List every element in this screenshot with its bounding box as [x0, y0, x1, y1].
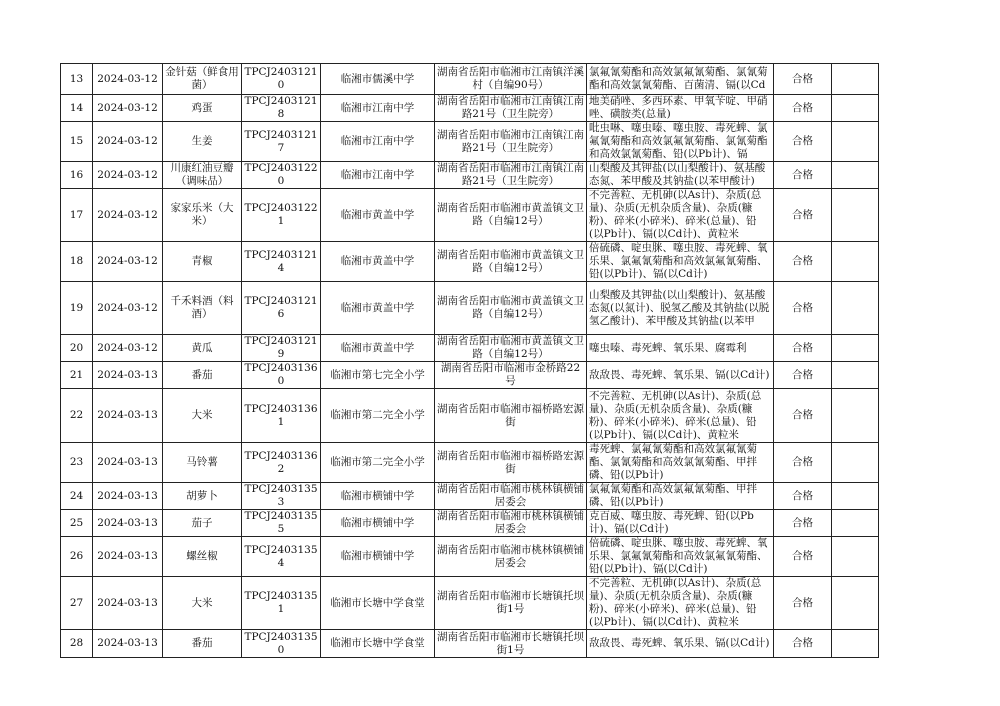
sample-name-cell: 螺丝椒	[163, 537, 242, 577]
test-result-cell: 合格	[774, 242, 832, 282]
sampled-address-cell: 湖南省岳阳市临湘市黄盖镇文卫路（自编12号）	[435, 282, 587, 335]
row-number-cell: 24	[61, 483, 93, 510]
sampled-address-cell: 湖南省岳阳市临湘市江南镇江南路21号（卫生院旁）	[435, 122, 587, 162]
test-result-cell: 合格	[774, 95, 832, 122]
sampled-unit-cell: 临湘市江南中学	[321, 122, 435, 162]
sample-name-cell: 川康红油豆瓣（调味品）	[163, 162, 242, 189]
sampled-unit-cell: 临湘市江南中学	[321, 95, 435, 122]
remark-cell	[832, 64, 879, 95]
row-number-cell: 15	[61, 122, 93, 162]
sample-code-cell: TPCJ24031219	[242, 335, 321, 362]
remark-cell	[832, 335, 879, 362]
sample-name-cell: 鸡蛋	[163, 95, 242, 122]
sample-name-cell: 大米	[163, 577, 242, 630]
table-row	[61, 537, 879, 577]
sample-code-cell: TPCJ24031361	[242, 389, 321, 443]
test-result-cell: 合格	[774, 389, 832, 443]
test-result-cell: 合格	[774, 362, 832, 389]
remark-cell	[832, 389, 879, 443]
sampled-address-cell: 湖南省岳阳市临湘市江南镇江南路21号（卫生院旁）	[435, 162, 587, 189]
sampled-unit-cell: 临湘市横铺中学	[321, 510, 435, 537]
row-number-cell: 26	[61, 537, 93, 577]
sample-name-cell: 家家乐米（大米）	[163, 189, 242, 242]
sample-code-cell: TPCJ24031221	[242, 189, 321, 242]
test-result-cell: 合格	[774, 162, 832, 189]
sample-name-cell: 生姜	[163, 122, 242, 162]
sampled-address-cell: 湖南省岳阳市临湘市黄盖镇文卫路（自编12号）	[435, 242, 587, 282]
row-number-cell: 22	[61, 389, 93, 443]
sample-code-cell: TPCJ24031350	[242, 630, 321, 658]
remark-cell	[832, 362, 879, 389]
table-row	[61, 510, 879, 537]
test-items-cell: 氯氟氰菊酯和高效氯氟氰菊酯、氯氰菊酯和高效氯氰菊酯、百菌清、镉(以Cd	[587, 64, 774, 95]
sampled-unit-cell: 临湘市长塘中学食堂	[321, 630, 435, 658]
test-result-cell: 合格	[774, 577, 832, 630]
row-number-cell: 17	[61, 189, 93, 242]
table-row	[61, 577, 879, 630]
test-result-cell: 合格	[774, 537, 832, 577]
sample-date-cell: 2024-03-12	[93, 242, 163, 282]
remark-cell	[832, 443, 879, 483]
sample-name-cell: 大米	[163, 389, 242, 443]
sample-name-cell: 番茄	[163, 362, 242, 389]
sample-date-cell: 2024-03-13	[93, 577, 163, 630]
table-row	[61, 282, 879, 335]
sampled-unit-cell: 临湘市第二完全小学	[321, 443, 435, 483]
sample-date-cell: 2024-03-13	[93, 362, 163, 389]
table-row	[61, 483, 879, 510]
test-items-cell: 氯氟氰菊酯和高效氯氟氰菊酯、甲拌磷、铅(以Pb计)	[587, 483, 774, 510]
sampled-address-cell: 湖南省岳阳市临湘市金桥路22号	[435, 362, 587, 389]
sampled-unit-cell: 临湘市黄盖中学	[321, 282, 435, 335]
row-number-cell: 19	[61, 282, 93, 335]
sample-name-cell: 千禾料酒（料酒）	[163, 282, 242, 335]
test-items-cell: 噻虫嗪、毒死蜱、氧乐果、腐霉利	[587, 335, 774, 362]
row-number-cell: 13	[61, 64, 93, 95]
sample-date-cell: 2024-03-12	[93, 189, 163, 242]
sampled-address-cell: 湖南省岳阳市临湘市黄盖镇文卫路（自编12号）	[435, 189, 587, 242]
remark-cell	[832, 577, 879, 630]
test-items-cell: 山梨酸及其钾盐(以山梨酸计)、氨基酸态氮(以氮计)、脱氢乙酸及其钠盐(以脱氢乙酸计)、苯甲酸及其钠盐(以苯甲	[587, 282, 774, 335]
test-items-cell: 倍硫磷、啶虫脒、噻虫胺、毒死蜱、氧乐果、氯氟氰菊酯和高效氯氟氰菊酯、铅(以Pb计)、镉(以Cd计)	[587, 242, 774, 282]
test-items-cell: 不完善粒、无机砷(以As计)、杂质(总量)、杂质(无机杂质含量)、杂质(糠粉)、碎米(小碎米)、碎米(总量)、铅(以Pb计)、镉(以Cd计)、黄粒米	[587, 577, 774, 630]
row-number-cell: 27	[61, 577, 93, 630]
sample-code-cell: TPCJ24031217	[242, 122, 321, 162]
sample-code-cell: TPCJ24031210	[242, 64, 321, 95]
row-number-cell: 28	[61, 630, 93, 658]
sampled-unit-cell: 临湘市江南中学	[321, 162, 435, 189]
sampled-address-cell: 湖南省岳阳市临湘市福桥路宏源街	[435, 443, 587, 483]
sampled-address-cell: 湖南省岳阳市临湘市福桥路宏源街	[435, 389, 587, 443]
sample-date-cell: 2024-03-12	[93, 282, 163, 335]
test-items-cell: 不完善粒、无机砷(以As计)、杂质(总量)、杂质(无机杂质含量)、杂质(糠粉)、碎米(小碎米)、碎米(总量)、铅(以Pb计)、镉(以Cd计)、黄粒米	[587, 389, 774, 443]
table-row	[61, 443, 879, 483]
table-body	[61, 64, 879, 658]
sampled-address-cell: 湖南省岳阳市临湘市江南镇洋溪村（自编90号）	[435, 64, 587, 95]
remark-cell	[832, 189, 879, 242]
sampled-unit-cell: 临湘市黄盖中学	[321, 242, 435, 282]
row-number-cell: 23	[61, 443, 93, 483]
table-row	[61, 389, 879, 443]
sample-name-cell: 黄瓜	[163, 335, 242, 362]
sampled-unit-cell: 临湘市第七完全小学	[321, 362, 435, 389]
sample-code-cell: TPCJ24031220	[242, 162, 321, 189]
sample-date-cell: 2024-03-13	[93, 443, 163, 483]
sample-code-cell: TPCJ24031360	[242, 362, 321, 389]
test-result-cell: 合格	[774, 443, 832, 483]
sample-date-cell: 2024-03-12	[93, 122, 163, 162]
test-result-cell: 合格	[774, 335, 832, 362]
row-number-cell: 16	[61, 162, 93, 189]
sampled-unit-cell: 临湘市第二完全小学	[321, 389, 435, 443]
sample-code-cell: TPCJ24031353	[242, 483, 321, 510]
test-result-cell: 合格	[774, 122, 832, 162]
sampled-address-cell: 湖南省岳阳市临湘市桃林镇横铺居委会	[435, 537, 587, 577]
sampled-address-cell: 湖南省岳阳市临湘市江南镇江南路21号（卫生院旁）	[435, 95, 587, 122]
remark-cell	[832, 282, 879, 335]
test-items-cell: 倍硫磷、啶虫脒、噻虫胺、毒死蜱、氧乐果、氯氟氰菊酯和高效氯氟氰菊酯、铅(以Pb计)、镉(以Cd计)	[587, 537, 774, 577]
test-items-cell: 敌敌畏、毒死蜱、氧乐果、镉(以Cd计)	[587, 362, 774, 389]
sample-name-cell: 番茄	[163, 630, 242, 658]
row-number-cell: 14	[61, 95, 93, 122]
sample-code-cell: TPCJ24031362	[242, 443, 321, 483]
test-result-cell: 合格	[774, 630, 832, 658]
sample-date-cell: 2024-03-13	[93, 537, 163, 577]
table-row	[61, 95, 879, 122]
test-items-cell: 毒死蜱、氯氟氰菊酯和高效氯氟氰菊酯、氯氰菊酯和高效氯氰菊酯、甲拌磷、铅(以Pb计)	[587, 443, 774, 483]
test-items-cell: 敌敌畏、毒死蜱、氧乐果、镉(以Cd计)	[587, 630, 774, 658]
remark-cell	[832, 122, 879, 162]
test-items-cell: 地美硝唑、多西环素、甲氧苄啶、甲硝唑、磺胺类(总量)	[587, 95, 774, 122]
remark-cell	[832, 95, 879, 122]
sample-code-cell: TPCJ24031214	[242, 242, 321, 282]
sample-code-cell: TPCJ24031218	[242, 95, 321, 122]
row-number-cell: 25	[61, 510, 93, 537]
sampled-address-cell: 湖南省岳阳市临湘市桃林镇横铺居委会	[435, 483, 587, 510]
sampled-unit-cell: 临湘市长塘中学食堂	[321, 577, 435, 630]
test-result-cell: 合格	[774, 64, 832, 95]
sample-name-cell: 马铃薯	[163, 443, 242, 483]
sampled-address-cell: 湖南省岳阳市临湘市长塘镇托坝街1号	[435, 630, 587, 658]
table-row	[61, 335, 879, 362]
sample-date-cell: 2024-03-12	[93, 162, 163, 189]
test-result-cell: 合格	[774, 483, 832, 510]
sampled-unit-cell: 临湘市黄盖中学	[321, 335, 435, 362]
sample-name-cell: 胡萝卜	[163, 483, 242, 510]
sample-code-cell: TPCJ24031354	[242, 537, 321, 577]
sampled-address-cell: 湖南省岳阳市临湘市长塘镇托坝街1号	[435, 577, 587, 630]
table-row	[61, 362, 879, 389]
remark-cell	[832, 537, 879, 577]
test-result-cell: 合格	[774, 282, 832, 335]
sampled-unit-cell: 临湘市黄盖中学	[321, 189, 435, 242]
row-number-cell: 20	[61, 335, 93, 362]
sampled-unit-cell: 临湘市横铺中学	[321, 483, 435, 510]
sample-code-cell: TPCJ24031355	[242, 510, 321, 537]
sample-date-cell: 2024-03-13	[93, 483, 163, 510]
sample-date-cell: 2024-03-13	[93, 510, 163, 537]
remark-cell	[832, 242, 879, 282]
table-row	[61, 242, 879, 282]
sample-name-cell: 青椒	[163, 242, 242, 282]
test-items-cell: 克百威、噻虫胺、毒死蜱、铅(以Pb计)、镉(以Cd计)	[587, 510, 774, 537]
sample-date-cell: 2024-03-13	[93, 630, 163, 658]
test-result-cell: 合格	[774, 189, 832, 242]
inspection-results-table	[60, 63, 879, 658]
table-row	[61, 162, 879, 189]
remark-cell	[832, 510, 879, 537]
sample-code-cell: TPCJ24031216	[242, 282, 321, 335]
test-result-cell: 合格	[774, 510, 832, 537]
sample-date-cell: 2024-03-12	[93, 64, 163, 95]
sampled-unit-cell: 临湘市儒溪中学	[321, 64, 435, 95]
remark-cell	[832, 483, 879, 510]
table-row	[61, 122, 879, 162]
sample-name-cell: 茄子	[163, 510, 242, 537]
table-row	[61, 64, 879, 95]
row-number-cell: 21	[61, 362, 93, 389]
sampled-address-cell: 湖南省岳阳市临湘市桃林镇横铺居委会	[435, 510, 587, 537]
sampled-address-cell: 湖南省岳阳市临湘市黄盖镇文卫路（自编12号）	[435, 335, 587, 362]
sample-date-cell: 2024-03-13	[93, 389, 163, 443]
sample-date-cell: 2024-03-12	[93, 95, 163, 122]
test-items-cell: 吡虫啉、噻虫嗪、噻虫胺、毒死蜱、氯氟氰菊酯和高效氯氟氰菊酯、氯氰菊酯和高效氯氰菊酯、铅(以Pb计)、镉	[587, 122, 774, 162]
sample-date-cell: 2024-03-12	[93, 335, 163, 362]
sample-code-cell: TPCJ24031351	[242, 577, 321, 630]
table-row	[61, 630, 879, 658]
sampled-unit-cell: 临湘市横铺中学	[321, 537, 435, 577]
remark-cell	[832, 162, 879, 189]
test-items-cell: 不完善粒、无机砷(以As计)、杂质(总量)、杂质(无机杂质含量)、杂质(糠粉)、碎米(小碎米)、碎米(总量)、铅(以Pb计)、镉(以Cd计)、黄粒米	[587, 189, 774, 242]
remark-cell	[832, 630, 879, 658]
table-row	[61, 189, 879, 242]
test-items-cell: 山梨酸及其钾盐(以山梨酸计)、氨基酸态氮、苯甲酸及其钠盐(以苯甲酸计)	[587, 162, 774, 189]
sample-name-cell: 金针菇（鲜食用菌）	[163, 64, 242, 95]
row-number-cell: 18	[61, 242, 93, 282]
